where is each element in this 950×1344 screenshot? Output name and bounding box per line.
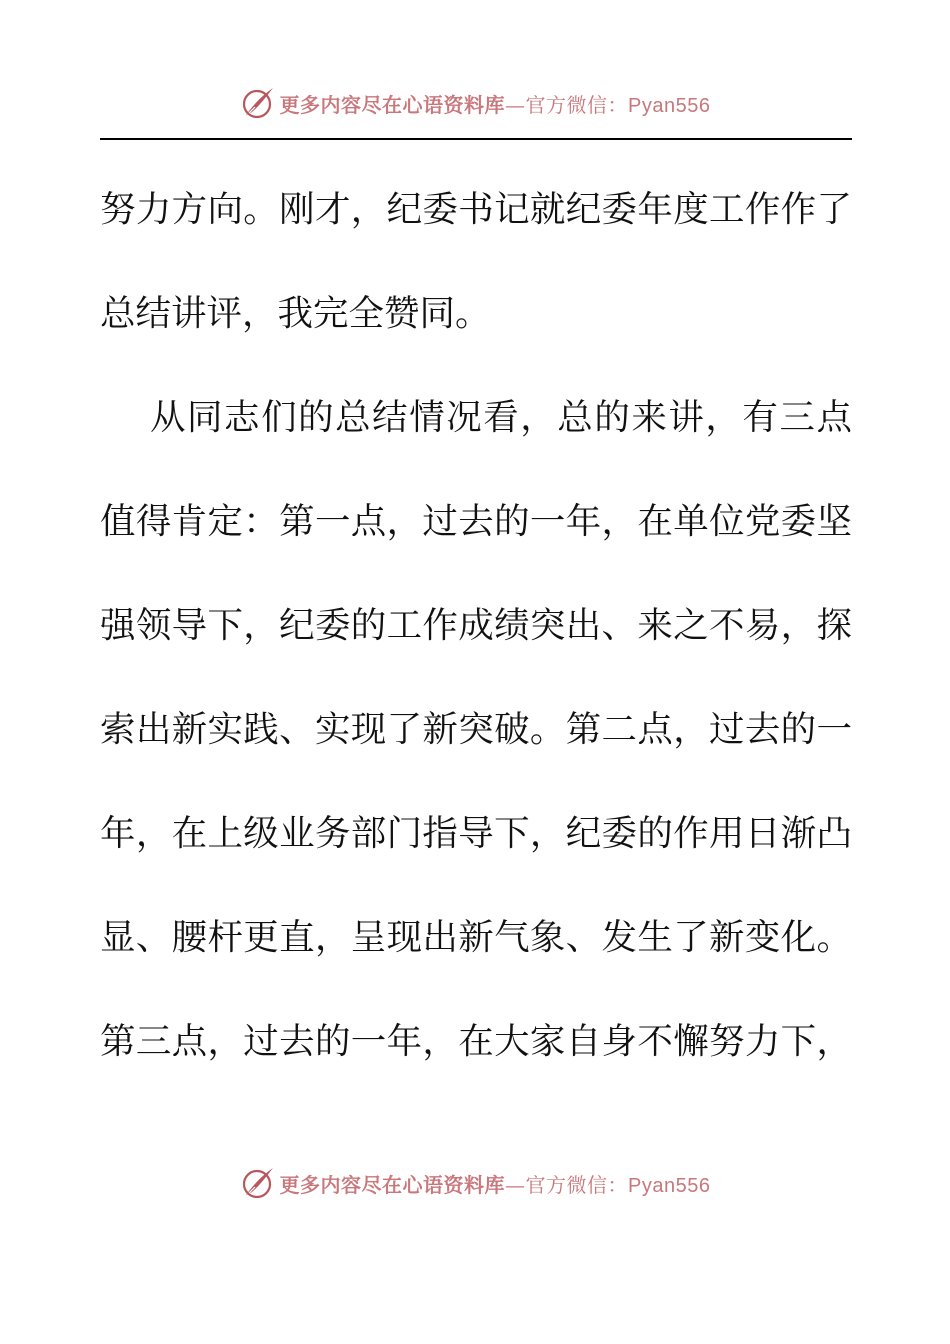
body-line: 显、腰杆更直，呈现出新气象、发生了新变化。 <box>100 917 852 958</box>
header-label: 更多内容尽在心语资料库 <box>279 92 506 117</box>
footer-text <box>280 1169 711 1198</box>
body-line: 第三点，过去的一年，在大家自身不懈努力下， <box>100 1021 852 1062</box>
header-wechat-label: 官方微信： <box>525 92 629 117</box>
header-divider <box>100 138 852 140</box>
header-banner <box>0 78 950 128</box>
quill-pen-logo-icon <box>240 1165 276 1201</box>
footer-wechat-id: Pyan556 <box>628 1174 711 1197</box>
body-line: 年，在上级业务部门指导下，纪委的作用日渐凸 <box>100 813 852 854</box>
footer-dash: — <box>505 1172 526 1197</box>
header-wechat-id: Pyan556 <box>628 94 711 117</box>
header-dash: — <box>505 92 526 117</box>
footer-label: 更多内容尽在心语资料库 <box>279 1172 506 1197</box>
footer-wechat-label: 官方微信： <box>525 1172 629 1197</box>
body-line: 值得肯定：第一点，过去的一年，在单位党委坚 <box>100 501 852 542</box>
document-body <box>100 158 852 1094</box>
quill-pen-logo-icon <box>240 85 276 121</box>
body-line: 努力方向。刚才，纪委书记就纪委年度工作作了 <box>100 189 852 230</box>
header-text <box>280 89 711 118</box>
body-line: 强领导下，纪委的工作成绩突出、来之不易，探 <box>100 605 852 646</box>
footer-banner <box>0 1158 950 1208</box>
body-line: 总结讲评，我完全赞同。 <box>100 293 491 334</box>
body-line: 从同志们的总结情况看，总的来讲，有三点 <box>150 397 852 438</box>
body-line: 索出新实践、实现了新突破。第二点，过去的一 <box>100 709 852 750</box>
